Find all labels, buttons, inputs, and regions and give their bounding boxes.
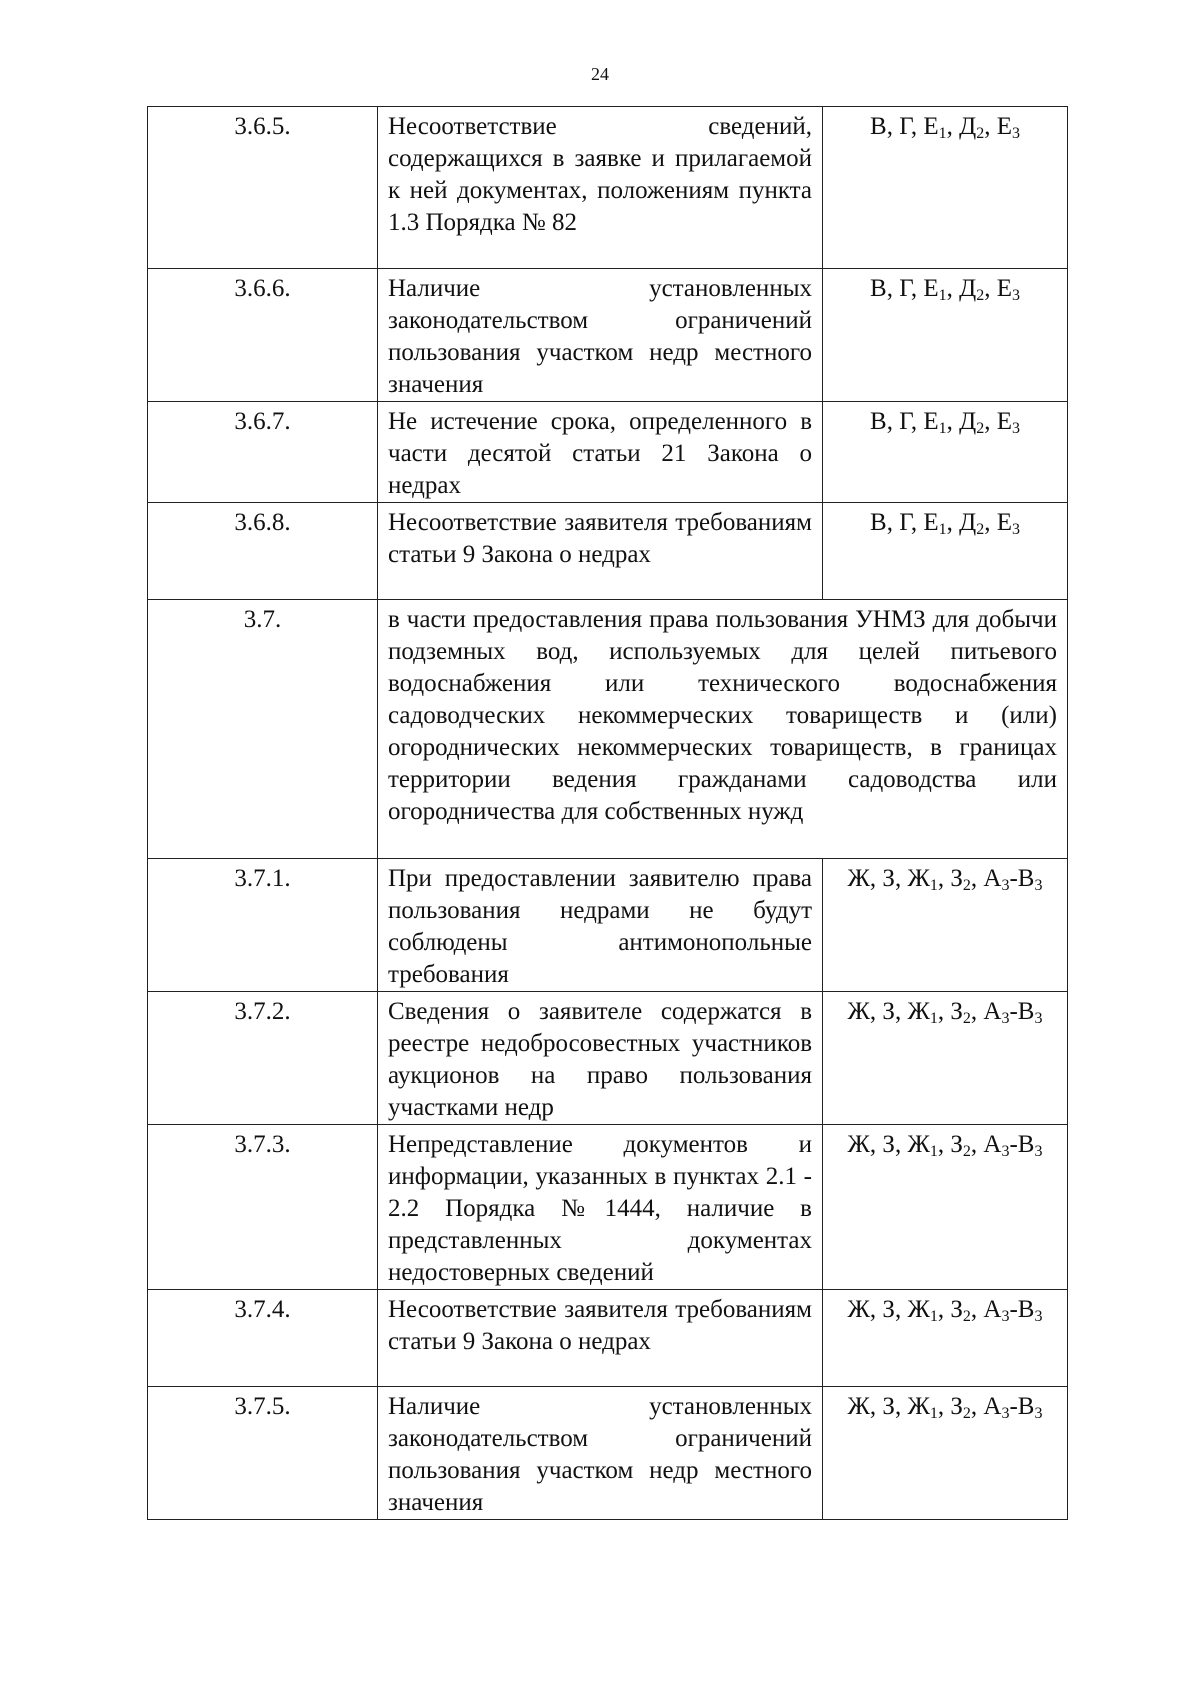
row-number: 3.7.4.	[148, 1290, 378, 1387]
row-codes: В, Г, $Е_1$, $Д_2$, $Е_3$	[823, 107, 1068, 269]
row-description: Несоответствие заявителя требованиям статьи 9 Закона о недрах	[378, 503, 823, 600]
row-description: Несоответствие сведений, содержащихся в заявке и прилагаемой к ней документах, положениям пункта 1.3 Порядка № 82	[378, 107, 823, 269]
table-row	[148, 600, 1068, 859]
row-description: Наличие установленных законодательством ограничений пользования участком недр местного значения	[378, 269, 823, 402]
row-number: 3.6.5.	[148, 107, 378, 269]
table-row	[148, 859, 1068, 992]
table-row	[148, 992, 1068, 1125]
row-description: Несоответствие заявителя требованиям статьи 9 Закона о недрах	[378, 1290, 823, 1387]
row-description: в части предоставления права пользования УНМЗ для добычи подземных вод, используемых для целей питьевого водоснабжения или технического водоснабжения садоводческих некоммерческих товариществ и (или) огороднических некоммерческих товариществ, в границах территории ведения гражданами садоводства или огородничества для собственных нужд	[378, 600, 1068, 859]
row-codes: Ж, З, $Ж_1$, $З_2$, $А_3-В_3$	[823, 1290, 1068, 1387]
row-description: Сведения о заявителе содержатся в реестре недобросовестных участников аукционов на право пользования участками недр	[378, 992, 823, 1125]
table-row	[148, 107, 1068, 269]
row-codes: Ж, З, $Ж_1$, $З_2$, $А_3-В_3$	[823, 1387, 1068, 1520]
row-codes: В, Г, $Е_1$, $Д_2$, $Е_3$	[823, 402, 1068, 503]
table-row	[148, 1290, 1068, 1387]
page-number: 24	[591, 64, 609, 84]
row-description: Не истечение срока, определенного в части десятой статьи 21 Закона о недрах	[378, 402, 823, 503]
row-number: 3.7.3.	[148, 1125, 378, 1290]
table-row	[148, 1387, 1068, 1520]
row-codes: Ж, З, $Ж_1$, $З_2$, $А_3-В_3$	[823, 859, 1068, 992]
table-row	[148, 503, 1068, 600]
table-body	[148, 107, 1068, 1520]
row-number: 3.7.2.	[148, 992, 378, 1125]
row-number: 3.7.1.	[148, 859, 378, 992]
row-description: Наличие установленных законодательством ограничений пользования участком недр местного значения	[378, 1387, 823, 1520]
row-number: 3.7.	[148, 600, 378, 859]
table-row	[148, 269, 1068, 402]
criteria-table	[147, 106, 1068, 1520]
row-codes: В, Г, $Е_1$, $Д_2$, $Е_3$	[823, 269, 1068, 402]
table-row	[148, 1125, 1068, 1290]
table-row	[148, 402, 1068, 503]
row-description: При предоставлении заявителю права пользования недрами не будут соблюдены антимонопольные требования	[378, 859, 823, 992]
row-codes: Ж, З, $Ж_1$, $З_2$, $А_3-В_3$	[823, 992, 1068, 1125]
row-number: 3.6.6.	[148, 269, 378, 402]
row-number: 3.6.7.	[148, 402, 378, 503]
row-codes: В, Г, $Е_1$, $Д_2$, $Е_3$	[823, 503, 1068, 600]
row-description: Непредставление документов и информации, указанных в пунктах 2.1 - 2.2 Порядка №1444, наличие в представленных документах недостоверных сведений	[378, 1125, 823, 1290]
row-codes: Ж, З, $Ж_1$, $З_2$, $А_3-В_3$	[823, 1125, 1068, 1290]
row-number: 3.6.8.	[148, 503, 378, 600]
row-number: 3.7.5.	[148, 1387, 378, 1520]
